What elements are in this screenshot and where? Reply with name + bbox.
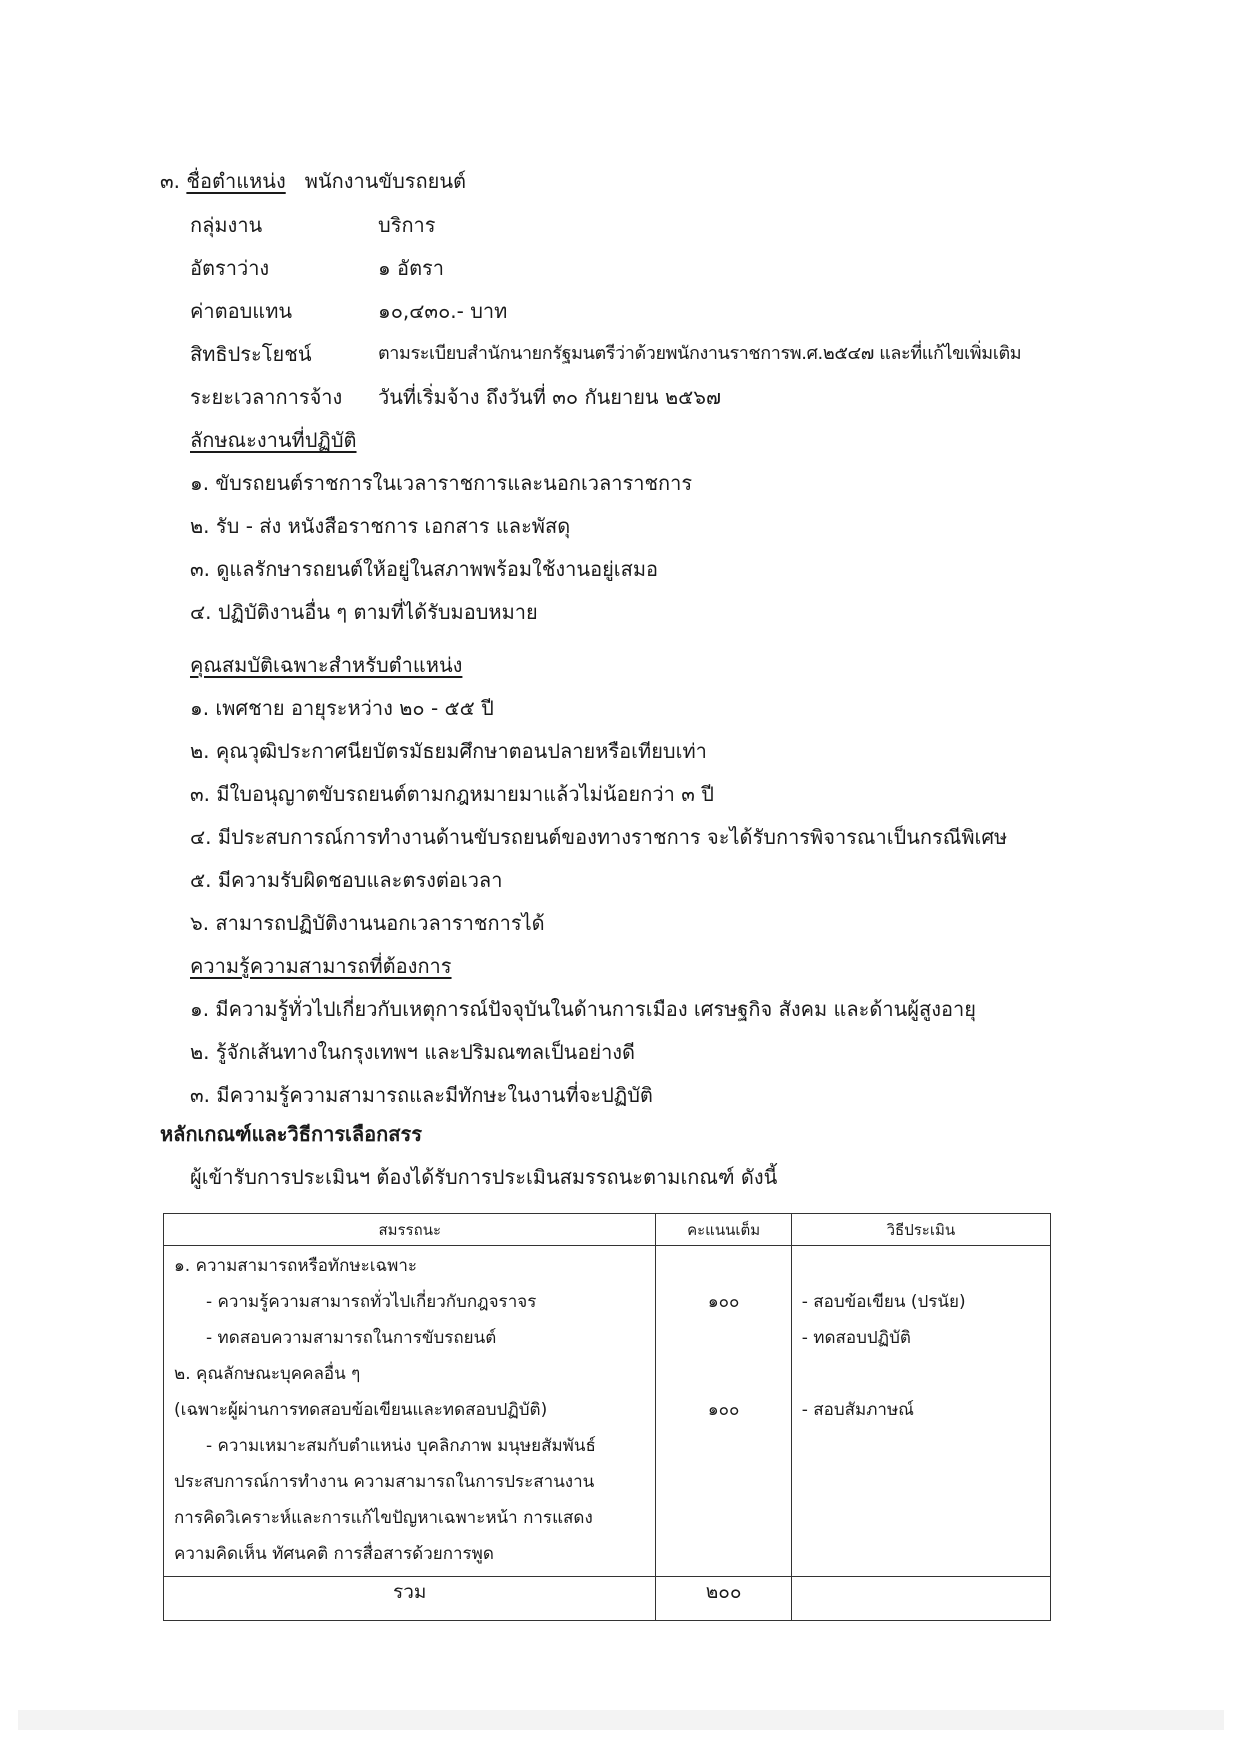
total-row	[164, 1577, 1051, 1621]
spacer	[656, 1320, 790, 1356]
knowledge-item: ๑. มีความรู้ทั่วไปเกี่ยวกับเหตุการณ์ปัจจุบันในด้านการเมือง เศรษฐกิจ สังคม และด้านผู้สูงอายุ	[190, 997, 976, 1021]
spacer	[656, 1356, 790, 1392]
knowledge-item: ๓. มีความรู้ความสามารถและมีทักษะในงานที่จะปฏิบัติ	[190, 1083, 653, 1107]
group2-score: ๑๐๐	[707, 1400, 740, 1420]
duties-heading: ลักษณะงานที่ปฏิบัติ	[190, 428, 357, 452]
knowledge-item: ๒. รู้จักเส้นทางในกรุงเทพฯ และปริมณฑลเป็นอย่างดี	[190, 1040, 636, 1064]
group1-title: ๑. ความสามารถหรือทักษะเฉพาะ	[174, 1256, 418, 1276]
position-label: ชื่อตำแหน่ง	[186, 169, 286, 193]
selection-heading: หลักเกณฑ์และวิธีการเลือกสรร	[160, 1122, 422, 1146]
detail-value: บริการ	[378, 213, 436, 237]
score-cell	[656, 1246, 791, 1577]
group2-method: - สอบสัมภาษณ์	[801, 1400, 914, 1420]
method-cell	[791, 1246, 1050, 1577]
scan-edge-shadow	[18, 1710, 1224, 1730]
qualification-item: ๕. มีความรับผิดชอบและตรงต่อเวลา	[190, 868, 503, 892]
detail-value: ๑๐,๔๓๐.- บาท	[378, 299, 508, 323]
qualifications-heading: คุณสมบัติเฉพาะสำหรับตำแหน่ง	[190, 653, 463, 677]
detail-label: อัตราว่าง	[190, 256, 270, 280]
position-heading	[160, 168, 466, 194]
knowledge-heading: ความรู้ความสามารถที่ต้องการ	[190, 954, 452, 978]
detail-label: สิทธิประโยชน์	[190, 342, 312, 366]
duty-item: ๓. ดูแลรักษารถยนต์ให้อยู่ในสภาพพร้อมใช้งานอยู่เสมอ	[190, 557, 659, 581]
duty-item: ๒. รับ - ส่ง หนังสือราชการ เอกสาร และพัสดุ	[190, 514, 571, 538]
table-header-row	[164, 1214, 1051, 1246]
duty-item: ๔. ปฏิบัติงานอื่น ๆ ตามที่ได้รับมอบหมาย	[190, 600, 538, 624]
table-row	[164, 1246, 1051, 1577]
group1-score: ๑๐๐	[707, 1292, 740, 1312]
group1-line: - ทดสอบความสามารถในการขับรถยนต์	[206, 1328, 497, 1348]
detail-label: ระยะเวลาการจ้าง	[190, 385, 343, 409]
group2-line: - ความเหมาะสมกับตำแหน่ง บุคลิกภาพ มนุษยสัมพันธ์	[206, 1436, 596, 1456]
duty-item: ๑. ขับรถยนต์ราชการในเวลาราชการและนอกเวลาราชการ	[190, 471, 693, 495]
selection-intro: ผู้เข้ารับการประเมินฯ ต้องได้รับการประเมินสมรรถนะตามเกณฑ์ ดังนี้	[190, 1165, 778, 1189]
detail-label: กลุ่มงาน	[190, 213, 263, 237]
header-full-score: คะแนนเต็ม	[656, 1214, 791, 1246]
qualification-item: ๖. สามารถปฏิบัติงานนอกเวลาราชการได้	[190, 911, 545, 935]
detail-value: ตามระเบียบสำนักนายกรัฐมนตรีว่าด้วยพนักงานราชการพ.ศ.๒๕๔๗ และที่แก้ไขเพิ่มเติม	[378, 343, 1022, 364]
total-method-empty	[791, 1577, 1050, 1621]
competency-cell	[164, 1246, 656, 1577]
group1-method: - สอบข้อเขียน (ปรนัย)	[801, 1292, 966, 1312]
total-score: ๒๐๐	[656, 1577, 791, 1621]
group2-line: ประสบการณ์การทำงาน ความสามารถในการประสานงาน	[174, 1472, 595, 1492]
qualification-item: ๓. มีใบอนุญาตขับรถยนต์ตามกฎหมายมาแล้วไม่น้อยกว่า ๓ ปี	[190, 782, 714, 806]
detail-label: ค่าตอบแทน	[190, 299, 293, 323]
header-competency: สมรรถนะ	[164, 1214, 656, 1246]
total-label: รวม	[164, 1577, 656, 1621]
group1-method: - ทดสอบปฏิบัติ	[801, 1328, 911, 1348]
qualification-item: ๒. คุณวุฒิประกาศนียบัตรมัธยมศึกษาตอนปลายหรือเทียบเท่า	[190, 739, 707, 763]
group1-line: - ความรู้ความสามารถทั่วไปเกี่ยวกับกฎจราจร	[206, 1292, 537, 1312]
position-title: พนักงานขับรถยนต์	[304, 169, 467, 193]
spacer	[656, 1248, 790, 1284]
group2-line: การคิดวิเคราะห์และการแก้ไขปัญหาเฉพาะหน้า การแสดง	[174, 1508, 593, 1528]
qualification-item: ๑. เพศชาย อายุระหว่าง ๒๐ - ๕๕ ปี	[190, 696, 494, 720]
criteria-table	[163, 1213, 1051, 1621]
group2-title: ๒. คุณลักษณะบุคคลอื่น ๆ	[174, 1364, 361, 1384]
group2-note: (เฉพาะผู้ผ่านการทดสอบข้อเขียนและทดสอบปฏิบัติ)	[174, 1400, 548, 1420]
qualification-item: ๔. มีประสบการณ์การทำงานด้านขับรถยนต์ของทางราชการ จะได้รับการพิจารณาเป็นกรณีพิเศษ	[190, 825, 1008, 849]
detail-value: ๑ อัตรา	[378, 256, 445, 280]
header-method: วิธีประเมิน	[791, 1214, 1050, 1246]
spacer	[792, 1356, 1050, 1392]
group2-line: ความคิดเห็น ทัศนคติ การสื่อสารด้วยการพูด	[174, 1544, 494, 1564]
spacer	[792, 1248, 1050, 1284]
detail-value: วันที่เริ่มจ้าง ถึงวันที่ ๓๐ กันยายน ๒๕๖๗	[378, 385, 722, 409]
position-number: ๓.	[160, 169, 181, 193]
